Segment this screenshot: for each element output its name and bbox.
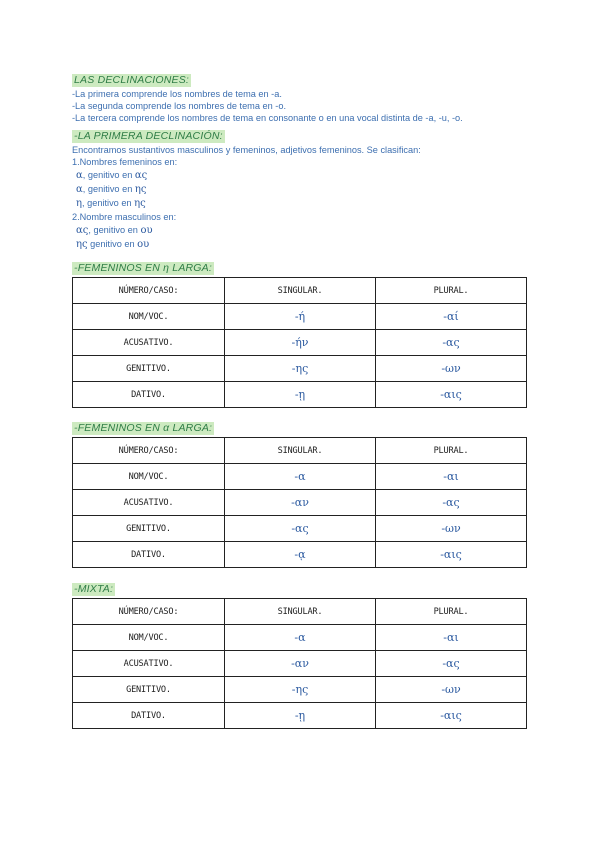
case-label: GENITIVO. (73, 677, 225, 703)
singular-ending: -ήν (225, 330, 376, 356)
column-header-plural: PLURAL. (376, 438, 527, 464)
singular-ending: -ῃ (225, 382, 376, 408)
plural-ending: -αις (376, 703, 527, 729)
case-label: NOM/VOC. (73, 464, 225, 490)
singular-ending: -ης (225, 356, 376, 382)
case-label: DATIVO. (73, 703, 225, 729)
intro-line: -La tercera comprende los nombres de tema en consonante o en una vocal distinta de -a, -u, -o. (72, 113, 463, 123)
greek-ending: η (76, 198, 82, 209)
table-heading-mixta: -MIXTA: (74, 583, 114, 595)
feminine-item (76, 197, 146, 210)
plural-ending: -αις (376, 542, 527, 568)
singular-ending: -ης (225, 677, 376, 703)
plural-ending: -ας (376, 330, 527, 356)
case-label: ACUSATIVO. (73, 651, 225, 677)
table-heading-femeninos-eta: -FEMENINOS EN η LARGA: (74, 262, 212, 274)
singular-ending: -ῃ (225, 703, 376, 729)
case-label: NOM/VOC. (73, 625, 225, 651)
singular-ending: -α (225, 464, 376, 490)
declension-table-alfa (72, 437, 527, 568)
greek-ending: α (76, 170, 83, 181)
table-header-row (73, 599, 527, 625)
greek-ending: ης (76, 239, 88, 250)
greek-ending: ας (134, 170, 148, 181)
table-row (73, 516, 527, 542)
table-row (73, 651, 527, 677)
feminine-item (76, 169, 147, 182)
column-header-case: NÚMERO/CASO: (73, 438, 225, 464)
plural-ending: -αι (376, 464, 527, 490)
singular-ending: -αν (225, 651, 376, 677)
table-row (73, 330, 527, 356)
plural-ending: -αις (376, 382, 527, 408)
plural-ending: -ας (376, 651, 527, 677)
column-header-case: NÚMERO/CASO: (73, 599, 225, 625)
singular-ending: -ας (225, 516, 376, 542)
column-header-plural: PLURAL. (376, 599, 527, 625)
case-label: ACUSATIVO. (73, 490, 225, 516)
plural-ending: -ων (376, 516, 527, 542)
table-row (73, 677, 527, 703)
masculine-item (76, 224, 153, 237)
plural-ending: -αί (376, 304, 527, 330)
table-row (73, 625, 527, 651)
table-row (73, 703, 527, 729)
plural-ending: -αι (376, 625, 527, 651)
column-header-singular: SINGULAR. (225, 278, 376, 304)
table-row (73, 490, 527, 516)
plural-ending: -ων (376, 356, 527, 382)
masculine-item (76, 238, 149, 251)
table-row (73, 542, 527, 568)
singular-ending: -ᾳ (225, 542, 376, 568)
table-row (73, 356, 527, 382)
greek-ending: ας (76, 225, 89, 236)
case-label: DATIVO. (73, 382, 225, 408)
greek-ending: ης (134, 198, 146, 209)
table-header-row (73, 278, 527, 304)
declension-table-mixta (72, 598, 527, 729)
singular-ending: -ή (225, 304, 376, 330)
item-text: , genitivo en (82, 184, 135, 194)
intro-line: -La segunda comprende los nombres de tema en -o. (72, 101, 286, 111)
item-text: genitivo en (87, 239, 138, 249)
case-label: GENITIVO. (73, 516, 225, 542)
primera-description: Encontramos sustantivos masculinos y femeninos, adjetivos femeninos. Se clasifican: (72, 145, 421, 155)
section-heading-declinaciones: LAS DECLINACIONES: (74, 74, 190, 86)
table-heading-femeninos-alfa: -FEMENINOS EN α LARGA: (74, 422, 213, 434)
singular-ending: -αν (225, 490, 376, 516)
case-label: ACUSATIVO. (73, 330, 225, 356)
feminine-title: 1.Nombres femeninos en: (72, 157, 178, 167)
plural-ending: -ας (376, 490, 527, 516)
greek-ending: ης (134, 184, 147, 195)
table-row (73, 304, 527, 330)
greek-ending: ου (140, 225, 153, 236)
case-label: DATIVO. (73, 542, 225, 568)
case-label: GENITIVO. (73, 356, 225, 382)
table-row (73, 464, 527, 490)
column-header-case: NÚMERO/CASO: (73, 278, 225, 304)
item-text: , genitivo en (88, 225, 141, 235)
table-row (73, 382, 527, 408)
case-label: NOM/VOC. (73, 304, 225, 330)
declension-table-eta (72, 277, 527, 408)
greek-ending: ου (137, 239, 150, 250)
column-header-singular: SINGULAR. (225, 438, 376, 464)
column-header-singular: SINGULAR. (225, 599, 376, 625)
masculine-title: 2.Nombre masculinos en: (72, 212, 177, 222)
item-text: , genitivo en (82, 198, 135, 208)
feminine-item (76, 183, 146, 196)
singular-ending: -α (225, 625, 376, 651)
item-text: , genitivo en (82, 170, 135, 180)
table-header-row (73, 438, 527, 464)
intro-line: -La primera comprende los nombres de tema en -a. (72, 89, 282, 99)
greek-ending: α (76, 184, 83, 195)
plural-ending: -ων (376, 677, 527, 703)
column-header-plural: PLURAL. (376, 278, 527, 304)
section-heading-primera: -LA PRIMERA DECLINACIÓN: (74, 130, 223, 142)
